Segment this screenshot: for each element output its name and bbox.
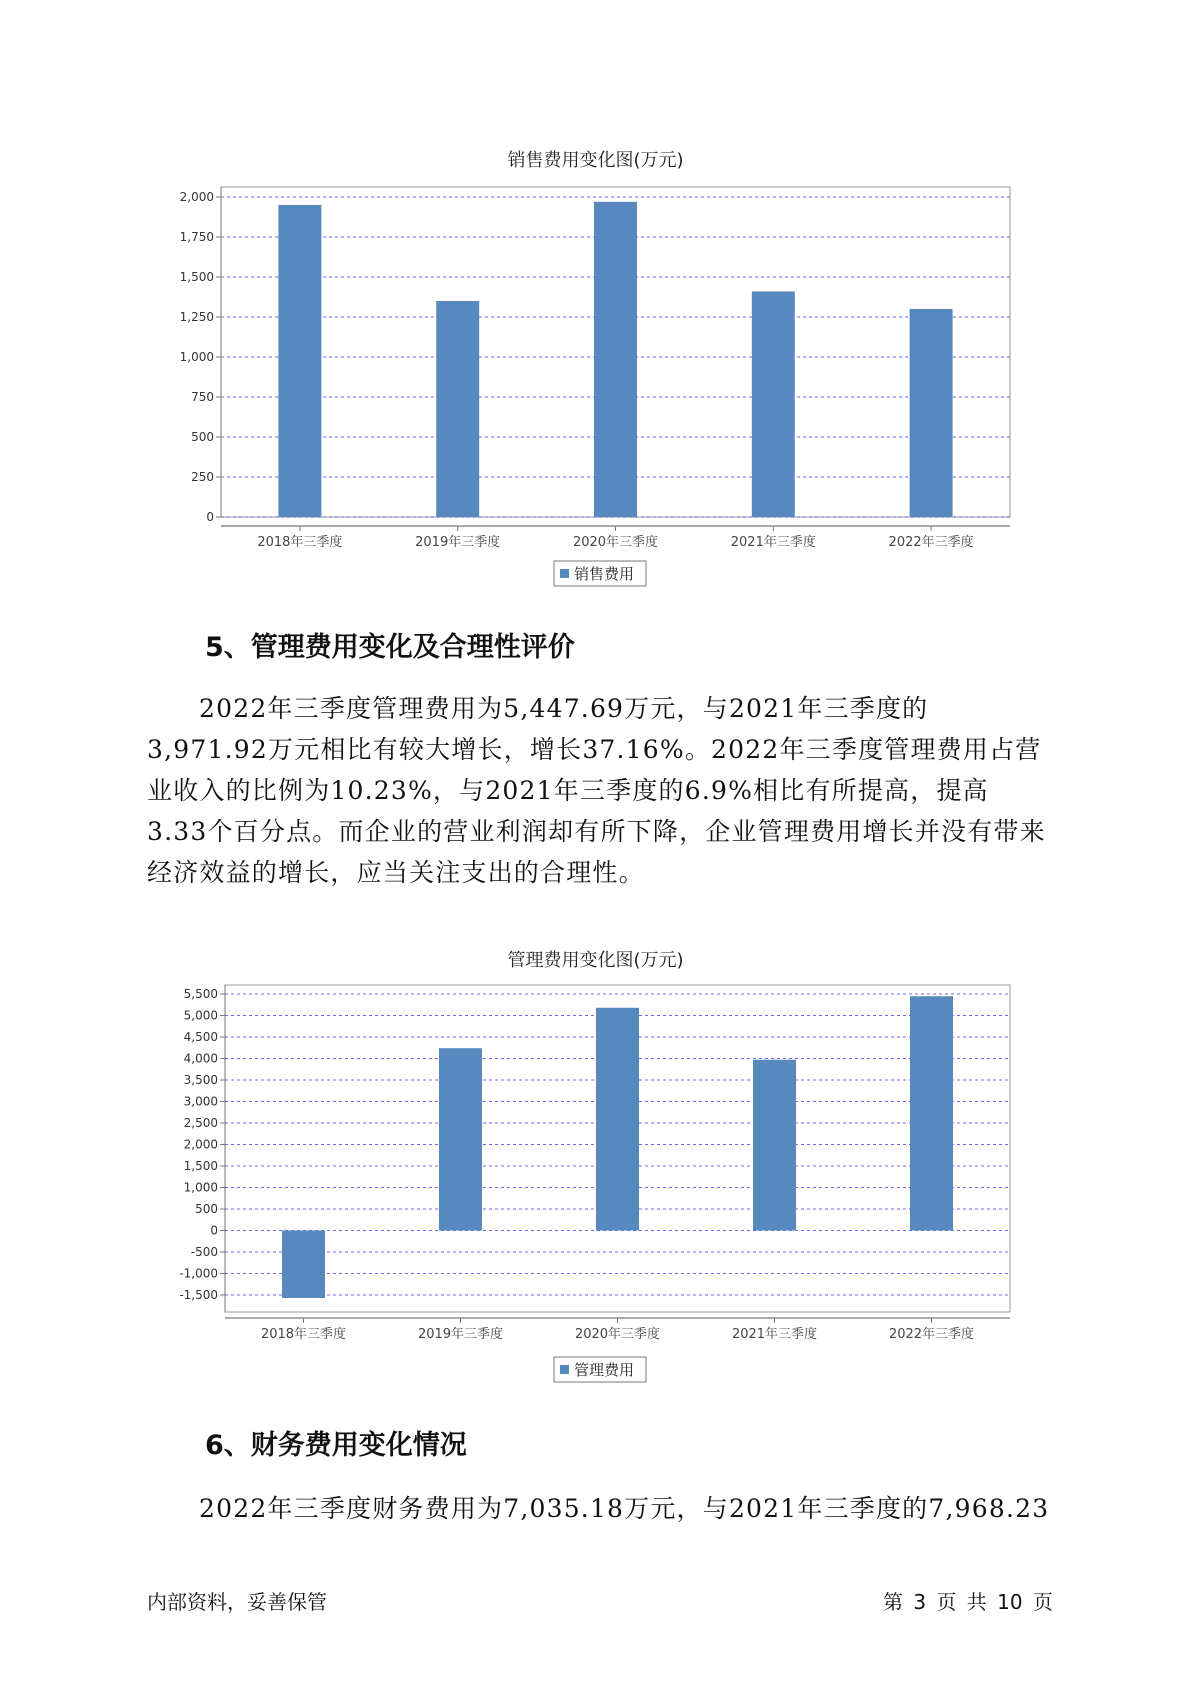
bar	[596, 1008, 639, 1231]
y-tick-label: 0	[210, 1223, 218, 1238]
section-5-heading: 5、管理费用变化及合理性评价	[205, 632, 575, 663]
y-tick-label: 1,500	[183, 1159, 218, 1173]
y-tick-label: -1,000	[179, 1266, 218, 1281]
y-tick-label: -1,500	[179, 1288, 218, 1302]
y-tick-label: 3,000	[183, 1094, 218, 1109]
y-tick-label: 1,000	[183, 1180, 218, 1195]
legend-label: 销售费用	[574, 565, 635, 583]
y-tick-label: 500	[191, 430, 214, 444]
x-tick-label: 2020年三季度	[574, 1327, 661, 1342]
y-tick-label: 1,000	[179, 350, 214, 364]
footer-page-number: 第 3 页 共 10 页	[883, 1590, 1053, 1614]
y-tick-label: 4,000	[183, 1051, 218, 1066]
bar	[910, 996, 953, 1230]
legend-swatch	[560, 1365, 569, 1374]
section-6-paragraph: 2022年三季度财务费用为7,035.18万元，与2021年三季度的7,968.23	[199, 1494, 1050, 1523]
x-tick-label: 2018年三季度	[257, 535, 343, 550]
x-tick-label: 2021年三季度	[730, 535, 816, 550]
bar	[282, 1231, 325, 1299]
y-tick-label: 3,500	[183, 1073, 218, 1087]
x-tick-label: 2022年三季度	[888, 535, 974, 550]
section-5-paragraph: 2022年三季度管理费用为5,447.69万元，与2021年三季度的3,971.92万元相比有较大增长，增长37.16%。2022年三季度管理费用占营业收入的比例为10.23%，与2021年三季度的6.9%相比有所提高，提高3.33个百分点。而企业的营业利润却有所下降，企业管理费用增长并没有带来经济效益的增长，应当关注支出的合理性。	[147, 694, 1046, 887]
chart-title-sales: 销售费用变化图(万元)	[507, 150, 684, 171]
y-tick-label: -500	[190, 1245, 218, 1259]
chart-title-admin: 管理费用变化图(万元)	[507, 950, 684, 971]
section-6-heading: 6、财务费用变化情况	[205, 1430, 467, 1461]
y-tick-label: 1,750	[179, 230, 214, 244]
x-tick-label: 2022年三季度	[888, 1327, 975, 1342]
y-tick-label: 750	[191, 390, 214, 404]
x-tick-label: 2018年三季度	[260, 1327, 347, 1342]
y-tick-label: 1,250	[179, 310, 214, 324]
y-tick-label: 4,500	[183, 1030, 218, 1044]
y-tick-label: 250	[191, 470, 214, 484]
footer-confidential-note: 内部资料，妥善保管	[147, 1590, 327, 1614]
x-tick-label: 2019年三季度	[417, 1327, 504, 1342]
y-tick-label: 5,500	[183, 987, 218, 1001]
y-tick-label: 2,000	[179, 190, 214, 204]
legend-label: 管理费用	[574, 1361, 635, 1379]
y-tick-label: 1,500	[179, 270, 214, 284]
y-tick-label: 5,000	[183, 1008, 218, 1023]
bar	[753, 1060, 796, 1231]
y-tick-label: 0	[206, 510, 214, 524]
y-tick-label: 2,000	[183, 1137, 218, 1152]
x-tick-label: 2021年三季度	[731, 1327, 818, 1342]
bar	[439, 1048, 482, 1230]
x-tick-label: 2020年三季度	[572, 535, 659, 550]
y-tick-label: 2,500	[183, 1116, 218, 1130]
y-tick-label: 500	[195, 1202, 218, 1216]
x-tick-label: 2019年三季度	[415, 535, 501, 550]
